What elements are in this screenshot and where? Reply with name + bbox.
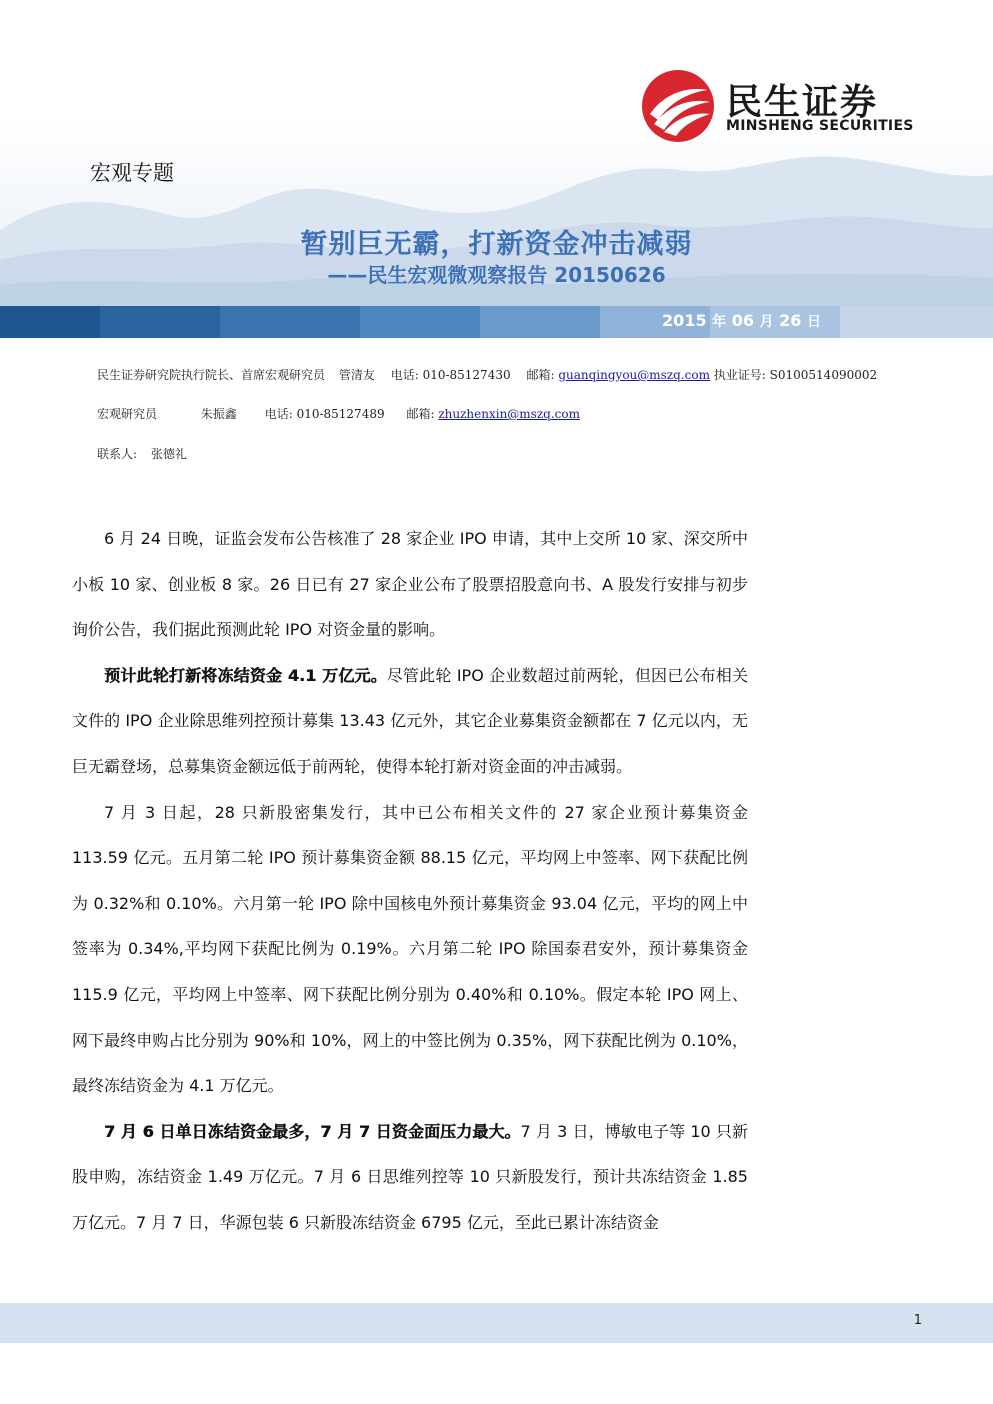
page-number: 1	[913, 1313, 922, 1328]
report-date: 2015 年 06 月 26 日	[662, 311, 821, 330]
paragraph-1: 6 月 24 日晚，证监会发布公告核准了 28 家企业 IPO 申请，其中上交所 10 家、深交所中小板 10 家、创业板 8 家。26 日已有 27 家企业公布了股票招股意向书、A 股发行安排与初步询价公告，我们据此预测此轮 IPO 对资金量的影响。	[72, 529, 748, 640]
report-body	[72, 516, 748, 1246]
author-line-1: 民生证券研究院执行院长、首席宏观研究员 管清友 电话: 010-85127430 邮箱: guanqingyou@mszq.com 执业证号: S0100514090002	[97, 368, 878, 382]
report-category: 宏观专题	[90, 161, 174, 185]
author-line-3: 联系人: 张德礼	[97, 447, 187, 461]
email-link-zhuzhenxin[interactable]: zhuzhenxin@mszq.com	[438, 407, 580, 421]
footer-band	[0, 1303, 993, 1343]
header-color-bar	[0, 306, 993, 338]
brand-logo	[640, 68, 930, 148]
report-subtitle: ——民生宏观微观察报告 20150626	[327, 263, 666, 287]
email-link-guanqingyou[interactable]: guanqingyou@mszq.com	[558, 368, 710, 382]
report-title: 暂别巨无霸，打新资金冲击减弱	[300, 229, 693, 260]
paragraph-2: 预计此轮打新将冻结资金 4.1 万亿元。尽管此轮 IPO 企业数超过前两轮，但因已公布相关文件的 IPO 企业除思维列控预计募集 13.43 亿元外，其它企业募集资金额都在 7 亿元以内，无巨无霸登场，总募集资金额远低于前两轮，使得本轮打新对资金面的冲击减弱。	[72, 665, 748, 776]
brand-name-en: MINSHENG SECURITIES	[726, 118, 914, 134]
author-line-2: 宏观研究员 朱振鑫 电话: 010-85127489 邮箱: zhuzhenxin@mszq.com	[97, 407, 580, 421]
brand-name-cn: 民生证券	[726, 82, 879, 123]
minsheng-logo-icon	[640, 68, 716, 144]
paragraph-3: 7 月 3 日起，28 只新股密集发行，其中已公布相关文件的 27 家企业预计募集资金 113.59 亿元。五月第二轮 IPO 预计募集资金额 88.15 亿元，平均网上中签率、网下获配比例为 0.32%和 0.10%。六月第一轮 IPO 除中国核电外预计募集资金 93.04 亿元，平均的网上中签率为 0.34%,平均网下获配比例为 0.19%。六月第二轮 IPO 除国泰君安外，预计募集资金 115.9 亿元，平均网上中签率、网下获配比例分别为 0.40%和 0.10%。假定本轮 IPO 网上、网下最终申购占比分别为 90%和 10%，网上的中签比例为 0.35%，网下获配比例为 0.10%，最终冻结资金为 4.1 万亿元。	[72, 802, 748, 1096]
paragraph-4: 7 月 6 日单日冻结资金最多，7 月 7 日资金面压力最大。7 月 3 日，博敏电子等 10 只新股申购，冻结资金 1.49 万亿元。7 月 6 日思维列控等 10 只新股发行，预计共冻结资金 1.85 万亿元。7 月 7 日，华源包装 6 只新股冻结资金 6795 亿元，至此已累计冻结资金	[72, 1121, 748, 1232]
